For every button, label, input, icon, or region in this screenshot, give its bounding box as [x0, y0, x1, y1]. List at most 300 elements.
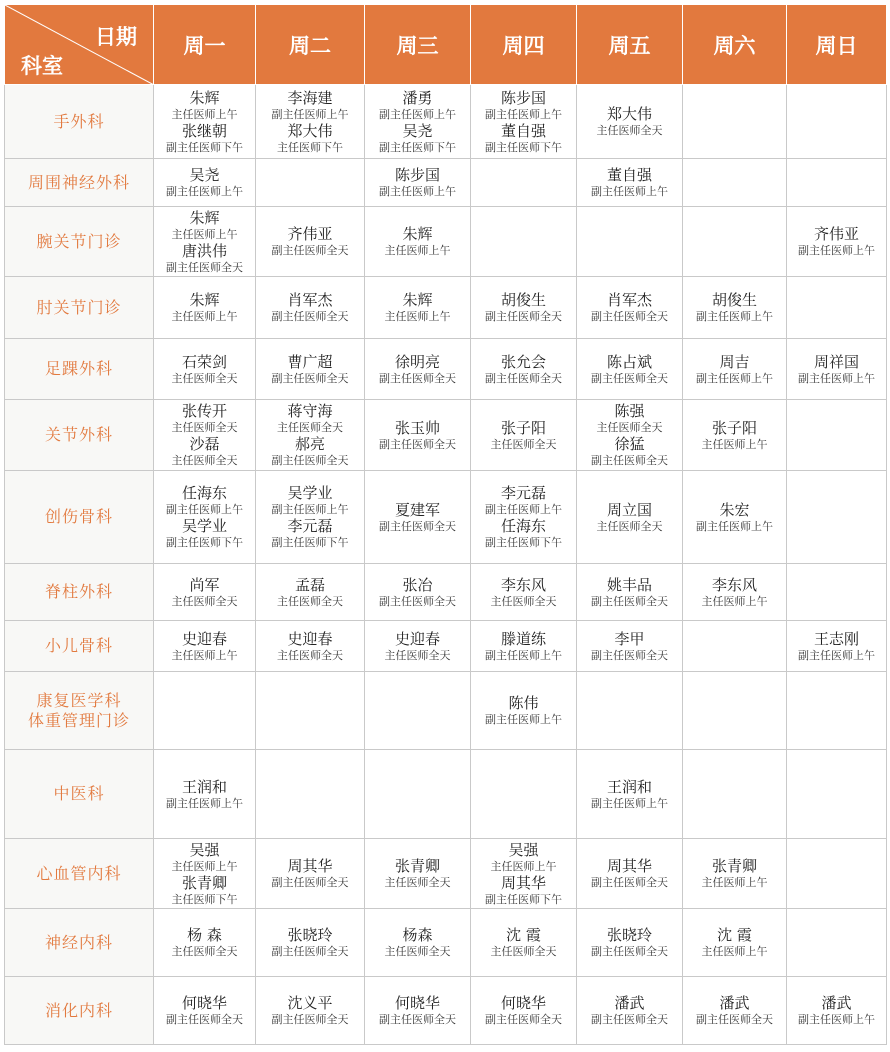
- doctor-name: 滕道练: [500, 629, 546, 648]
- doctor-title-session: 副主任医师全天: [591, 454, 668, 467]
- table-row: [5, 339, 887, 400]
- doctor-title-session: 副主任医师全天: [591, 648, 668, 662]
- doctor-entry: [365, 353, 470, 386]
- department-cell: [5, 85, 154, 159]
- doctor-name: 夏建军: [394, 500, 440, 519]
- doctor-title-session: 主任医师全天: [384, 876, 451, 889]
- doctor-title-session: 主任医师全天: [171, 594, 238, 608]
- doctor-name: 何晓华: [394, 994, 440, 1012]
- doctor-title-session: 副主任医师上午: [591, 796, 668, 810]
- doctor-title-session: 副主任医师全天: [271, 244, 349, 257]
- schedule-cell: [365, 977, 471, 1045]
- doctor-name: 张青卿: [181, 873, 227, 892]
- doctor-name: 潘勇: [402, 88, 433, 107]
- schedule-cell: [256, 159, 365, 207]
- schedule-cell: [683, 207, 787, 277]
- doctor-name: 潘武: [719, 994, 750, 1012]
- doctor-title-session: 副主任医师全天: [379, 371, 456, 385]
- doctor-title-session: 主任医师上午: [490, 859, 557, 873]
- department-cell: [5, 400, 154, 471]
- doctor-entry: [365, 576, 470, 609]
- schedule-cell: [683, 839, 787, 909]
- doctor-entry: [154, 402, 255, 435]
- schedule-cell: [256, 85, 365, 159]
- schedule-cell: [683, 85, 787, 159]
- schedule-cell: [154, 750, 256, 839]
- schedule-cell: [471, 750, 577, 839]
- doctor-entry: [256, 857, 364, 890]
- doctor-title-session: 主任医师全天: [277, 421, 343, 434]
- doctor-name: 朱辉: [402, 291, 433, 309]
- doctor-name: 郑大伟: [606, 105, 652, 123]
- schedule-cell: [365, 909, 471, 977]
- schedule-cell: [365, 471, 471, 564]
- department-name: 手外科: [53, 111, 105, 131]
- doctor-entry: [154, 209, 255, 242]
- doctor-entry: [683, 353, 786, 386]
- doctor-title-session: 副主任医师上午: [696, 371, 773, 385]
- schedule-cell: [256, 339, 365, 400]
- doctor-name: 吴学业: [287, 484, 333, 502]
- schedule-cell: [365, 277, 471, 339]
- doctor-entry: [154, 484, 255, 517]
- schedule-cell: [471, 672, 577, 750]
- department-name: 小儿骨科: [44, 636, 113, 655]
- doctor-title-session: 副主任医师上午: [485, 648, 562, 662]
- doctor-name: 张冶: [402, 575, 433, 594]
- doctor-name: 陈占斌: [606, 352, 652, 371]
- schedule-cell: [365, 85, 471, 159]
- doctor-title-session: 副主任医师全天: [591, 371, 668, 385]
- day-header-mon: 周一: [154, 5, 256, 85]
- doctor-name: 李东风: [711, 575, 757, 594]
- doctor-title-session: 副主任医师全天: [271, 310, 349, 323]
- doctor-name: 吴尧: [402, 121, 433, 140]
- doctor-name: 蒋守海: [287, 402, 333, 420]
- doctor-entry: [256, 89, 364, 122]
- doctor-name: 张青卿: [711, 857, 757, 875]
- doctor-name: 徐猛: [614, 435, 645, 453]
- doctor-entry: [577, 994, 682, 1027]
- doctor-name: 朱辉: [189, 208, 220, 227]
- doctor-name: 潘武: [821, 994, 852, 1012]
- doctor-title-session: 主任医师全天: [171, 371, 238, 385]
- department-name: 足踝外科: [44, 359, 113, 378]
- doctor-name: 潘武: [614, 994, 645, 1012]
- doctor-title-session: 副主任医师下午: [485, 140, 562, 154]
- table-row: [5, 621, 887, 672]
- schedule-cell: [154, 672, 256, 750]
- doctor-title-session: 主任医师下午: [171, 892, 238, 906]
- doctor-title-session: 副主任医师下午: [379, 140, 456, 154]
- schedule-cell: [154, 564, 256, 621]
- schedule-cell: [154, 400, 256, 471]
- department-cell: [5, 159, 154, 207]
- doctor-name: 沈 霞: [717, 926, 752, 944]
- doctor-entry: [471, 353, 576, 386]
- department-cell: [5, 839, 154, 909]
- doctor-entry: [365, 419, 470, 452]
- schedule-cell: [471, 839, 577, 909]
- doctor-title-session: 副主任医师上午: [166, 185, 243, 198]
- doctor-name: 杨森: [402, 926, 433, 944]
- doctor-name: 杨 森: [187, 926, 222, 944]
- table-row: [5, 277, 887, 339]
- department-name: 中医科: [53, 784, 105, 803]
- doctor-name: 周吉: [719, 352, 750, 371]
- doctor-name: 曹广超: [287, 352, 333, 371]
- doctor-name: 石荣剑: [181, 352, 227, 371]
- doctor-title-session: 副主任医师上午: [485, 107, 562, 121]
- doctor-name: 周其华: [500, 873, 546, 892]
- doctor-name: 姚丰品: [606, 575, 652, 594]
- doctor-title-session: 副主任医师上午: [271, 503, 349, 516]
- schedule-cell: [154, 471, 256, 564]
- schedule-cell: [471, 159, 577, 207]
- doctor-title-session: 副主任医师全天: [166, 260, 243, 274]
- schedule-cell: [256, 621, 365, 672]
- schedule-cell: [787, 909, 887, 977]
- doctor-title-session: 副主任医师上午: [379, 185, 456, 198]
- schedule-cell: [471, 400, 577, 471]
- corner-department-label: 科室: [21, 54, 63, 78]
- schedule-cell: [683, 977, 787, 1045]
- doctor-title-session: 副主任医师全天: [166, 1013, 243, 1026]
- doctor-entry: [577, 353, 682, 386]
- schedule-cell: [577, 471, 683, 564]
- doctor-entry: [683, 994, 786, 1027]
- doctor-entry: [256, 484, 364, 517]
- doctor-name: 董自强: [500, 121, 546, 140]
- doctor-name: 张继朝: [181, 121, 227, 140]
- doctor-entry: [154, 435, 255, 468]
- doctor-entry: [154, 89, 255, 122]
- schedule-cell: [365, 564, 471, 621]
- doctor-entry: [471, 841, 576, 874]
- department-cell: [5, 672, 154, 750]
- schedule-cell: [365, 159, 471, 207]
- doctor-title-session: 副主任医师全天: [696, 1013, 773, 1026]
- schedule-cell: [577, 277, 683, 339]
- doctor-name: 吴强: [508, 840, 539, 859]
- doctor-title-session: 副主任医师全天: [271, 876, 349, 889]
- schedule-cell: [256, 564, 365, 621]
- table-row: [5, 909, 887, 977]
- schedule-cell: [577, 159, 683, 207]
- doctor-name: 何晓华: [181, 994, 227, 1012]
- doctor-entry: [154, 778, 255, 811]
- doctor-entry: [471, 576, 576, 609]
- schedule-cell: [471, 564, 577, 621]
- schedule-cell: [365, 672, 471, 750]
- doctor-title-session: 主任医师全天: [171, 421, 238, 434]
- doctor-name: 朱辉: [189, 291, 220, 309]
- schedule-cell: [154, 339, 256, 400]
- doctor-title-session: 副主任医师全天: [485, 1013, 562, 1026]
- doctor-name: 周其华: [287, 857, 333, 875]
- doctor-title-session: 副主任医师全天: [379, 594, 456, 608]
- doctor-name: 周其华: [606, 857, 652, 875]
- schedule-cell: [577, 672, 683, 750]
- schedule-cell: [787, 85, 887, 159]
- department-name: 创伤骨科: [44, 507, 113, 526]
- schedule-cell: [683, 750, 787, 839]
- schedule-cell: [365, 339, 471, 400]
- doctor-entry: [365, 926, 470, 959]
- doctor-title-session: 副主任医师全天: [379, 437, 456, 451]
- doctor-name: 张青卿: [394, 857, 440, 875]
- doctor-name: 肖军杰: [287, 291, 333, 309]
- doctor-entry: [154, 291, 255, 324]
- schedule-cell: [683, 471, 787, 564]
- doctor-name: 周立国: [606, 500, 652, 519]
- corner-header-cell: [5, 5, 154, 85]
- doctor-title-session: 副主任医师全天: [591, 594, 668, 608]
- doctor-name: 吴强: [189, 840, 220, 859]
- schedule-cell: [683, 400, 787, 471]
- doctor-title-session: 主任医师全天: [490, 945, 557, 958]
- doctor-name: 张传开: [181, 402, 227, 420]
- doctor-title-session: 副主任医师全天: [271, 945, 349, 958]
- doctor-entry: [471, 926, 576, 959]
- schedule-cell: [256, 839, 365, 909]
- doctor-name: 齐伟亚: [813, 225, 859, 243]
- schedule-cell: [577, 207, 683, 277]
- doctor-title-session: 主任医师上午: [384, 310, 451, 323]
- department-cell: [5, 909, 154, 977]
- doctor-entry: [154, 166, 255, 199]
- doctor-entry: [471, 517, 576, 550]
- doctor-name: 董自强: [606, 166, 652, 184]
- doctor-entry: [365, 225, 470, 258]
- schedule-cell: [471, 977, 577, 1045]
- doctor-title-session: 主任医师全天: [277, 648, 343, 662]
- day-header-tue: 周二: [256, 5, 365, 85]
- schedule-cell: [683, 159, 787, 207]
- doctor-title-session: 副主任医师下午: [166, 536, 243, 549]
- doctor-title-session: 副主任医师全天: [591, 310, 668, 323]
- department-name: 神经内科: [44, 932, 113, 952]
- doctor-title-session: 副主任医师下午: [485, 892, 562, 906]
- doctor-title-session: 副主任医师全天: [271, 1013, 349, 1026]
- doctor-title-session: 副主任医师上午: [798, 1013, 875, 1026]
- doctor-name: 陈强: [614, 402, 645, 420]
- doctor-entry: [365, 994, 470, 1027]
- doctor-title-session: 主任医师全天: [384, 648, 451, 662]
- doctor-name: 史迎春: [181, 629, 227, 648]
- doctor-entry: [471, 694, 576, 727]
- doctor-name: 张子阳: [500, 418, 546, 437]
- schedule-cell: [256, 909, 365, 977]
- doctor-title-session: 主任医师全天: [490, 594, 557, 608]
- schedule-cell: [471, 277, 577, 339]
- doctor-name: 沈 霞: [506, 926, 541, 944]
- schedule-cell: [154, 207, 256, 277]
- doctor-name: 齐伟亚: [287, 225, 333, 243]
- schedule-cell: [365, 621, 471, 672]
- doctor-entry: [577, 166, 682, 199]
- schedule-cell: [471, 621, 577, 672]
- doctor-title-session: 副主任医师全天: [271, 454, 349, 467]
- doctor-entry: [683, 291, 786, 324]
- doctor-entry: [365, 166, 470, 199]
- doctor-entry: [577, 402, 682, 435]
- schedule-cell: [577, 977, 683, 1045]
- doctor-entry: [787, 353, 886, 386]
- doctor-name: 孟磊: [294, 575, 325, 594]
- department-name: 周围神经外科: [27, 172, 130, 192]
- schedule-cell: [256, 672, 365, 750]
- doctor-entry: [577, 291, 682, 324]
- schedule-cell: [683, 909, 787, 977]
- schedule-cell: [787, 339, 887, 400]
- doctor-entry: [471, 994, 576, 1027]
- schedule-cell: [787, 207, 887, 277]
- doctor-entry: [154, 122, 255, 155]
- doctor-title-session: 主任医师上午: [171, 859, 238, 873]
- doctor-name: 张晓玲: [606, 926, 652, 944]
- doctor-entry: [256, 225, 364, 258]
- corner-date-label: 日期: [95, 25, 137, 49]
- doctor-entry: [787, 630, 886, 663]
- doctor-title-session: 副主任医师上午: [166, 796, 243, 810]
- doctor-entry: [256, 630, 364, 663]
- doctor-title-session: 主任医师全天: [596, 124, 663, 137]
- doctor-name: 郝亮: [294, 435, 325, 453]
- schedule-cell: [365, 750, 471, 839]
- doctor-entry: [471, 291, 576, 324]
- doctor-entry: [471, 630, 576, 663]
- schedule-cell: [577, 339, 683, 400]
- schedule-cell: [683, 672, 787, 750]
- doctor-title-session: 副主任医师上午: [798, 371, 875, 385]
- doctor-title-session: 副主任医师上午: [485, 713, 562, 726]
- doctor-name: 张玉帅: [394, 418, 440, 437]
- doctor-entry: [365, 89, 470, 122]
- schedule-cell: [365, 207, 471, 277]
- doctor-entry: [577, 435, 682, 468]
- header-row: [5, 5, 887, 85]
- doctor-title-session: 主任医师全天: [277, 594, 343, 608]
- schedule-cell: [787, 750, 887, 839]
- day-header-wed: 周三: [365, 5, 471, 85]
- doctor-name: 王润和: [606, 777, 652, 796]
- doctor-entry: [471, 419, 576, 452]
- doctor-title-session: 主任医师全天: [596, 519, 663, 533]
- doctor-entry: [256, 353, 364, 386]
- doctor-entry: [577, 105, 682, 138]
- doctor-title-session: 主任医师全天: [490, 437, 557, 451]
- doctor-name: 任海东: [181, 484, 227, 502]
- department-cell: [5, 471, 154, 564]
- doctor-entry: [577, 630, 682, 663]
- schedule-cell: [683, 339, 787, 400]
- doctor-name: 朱宏: [719, 500, 750, 519]
- schedule-cell: [471, 909, 577, 977]
- schedule-cell: [471, 207, 577, 277]
- table-row: [5, 564, 887, 621]
- doctor-title-session: 副主任医师上午: [591, 185, 668, 198]
- department-name: 脊柱外科: [44, 582, 113, 601]
- doctor-title-session: 副主任医师下午: [485, 536, 562, 549]
- doctor-title-session: 主任医师上午: [171, 227, 238, 241]
- doctor-entry: [154, 576, 255, 609]
- doctor-title-session: 副主任医师上午: [379, 107, 456, 121]
- doctor-name: 张晓玲: [287, 926, 333, 944]
- doctor-name: 陈步国: [394, 166, 440, 184]
- doctor-entry: [365, 501, 470, 534]
- day-header-sat: 周六: [683, 5, 787, 85]
- schedule-cell: [577, 839, 683, 909]
- table-row: [5, 471, 887, 564]
- doctor-entry: [471, 122, 576, 155]
- department-cell: [5, 207, 154, 277]
- table-row: [5, 977, 887, 1045]
- schedule-cell: [256, 400, 365, 471]
- doctor-entry: [256, 291, 364, 324]
- doctor-title-session: 主任医师上午: [701, 876, 768, 889]
- doctor-entry: [365, 630, 470, 663]
- doctor-name: 张子阳: [711, 418, 757, 437]
- schedule-cell: [256, 977, 365, 1045]
- doctor-title-session: 副主任医师上午: [271, 107, 349, 121]
- schedule-cell: [154, 909, 256, 977]
- doctor-title-session: 副主任医师全天: [591, 945, 668, 958]
- doctor-name: 王志刚: [813, 629, 859, 648]
- doctor-entry: [256, 122, 364, 155]
- doctor-title-session: 主任医师上午: [701, 437, 768, 451]
- doctor-title-session: 主任医师上午: [171, 107, 238, 121]
- doctor-entry: [683, 419, 786, 452]
- day-header-fri: 周五: [577, 5, 683, 85]
- doctor-entry: [256, 517, 364, 550]
- doctor-name: 任海东: [500, 517, 546, 535]
- department-name: 腕关节门诊: [36, 231, 122, 251]
- department-cell: [5, 339, 154, 400]
- schedule-cell: [471, 471, 577, 564]
- clinic-schedule-table: [4, 4, 887, 1045]
- schedule-cell: [787, 471, 887, 564]
- doctor-name: 尚军: [189, 575, 220, 594]
- schedule-cell: [154, 85, 256, 159]
- doctor-name: 胡俊生: [500, 291, 546, 309]
- doctor-entry: [154, 630, 255, 663]
- schedule-cell: [256, 277, 365, 339]
- doctor-title-session: 副主任医师全天: [485, 371, 562, 385]
- doctor-entry: [471, 874, 576, 907]
- table-row: [5, 750, 887, 839]
- doctor-name: 何晓华: [500, 994, 546, 1012]
- doctor-entry: [787, 994, 886, 1027]
- doctor-entry: [256, 994, 364, 1027]
- doctor-title-session: 副主任医师上午: [696, 310, 773, 323]
- doctor-name: 李元磊: [500, 484, 546, 502]
- doctor-title-session: 主任医师上午: [171, 648, 238, 662]
- doctor-entry: [154, 874, 255, 907]
- doctor-entry: [471, 89, 576, 122]
- doctor-name: 李元磊: [287, 517, 333, 535]
- schedule-cell: [471, 339, 577, 400]
- doctor-title-session: 副主任医师全天: [591, 1013, 668, 1026]
- table-row: [5, 207, 887, 277]
- schedule-cell: [787, 672, 887, 750]
- day-header-thu: 周四: [471, 5, 577, 85]
- schedule-cell: [154, 159, 256, 207]
- doctor-title-session: 副主任医师上午: [485, 503, 562, 516]
- schedule-cell: [577, 750, 683, 839]
- doctor-entry: [256, 576, 364, 609]
- doctor-title-session: 副主任医师上午: [798, 648, 875, 662]
